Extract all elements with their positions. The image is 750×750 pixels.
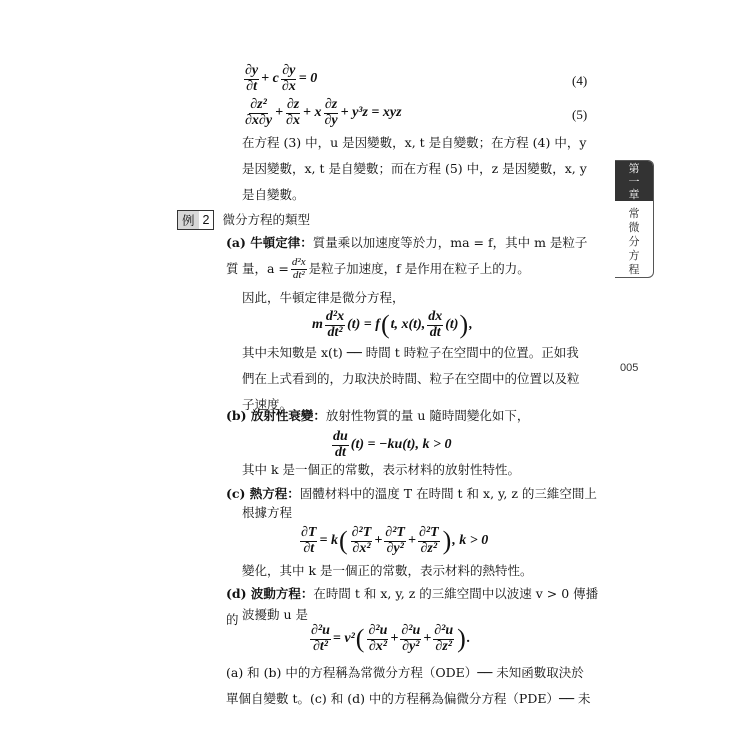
chapter-side-tab [615, 160, 654, 278]
fraction [427, 310, 443, 340]
numerator: d²x [291, 255, 306, 268]
equation-number-5: (5) [572, 107, 588, 122]
fraction [244, 98, 273, 128]
text-line: 是自變數。 [242, 187, 305, 202]
term: = k [319, 533, 338, 549]
text-line: 是因變數，x, t 是自變數；而在方程 (5) 中，z 是因變數，x, y [242, 161, 587, 176]
denominator: ∂y² [402, 638, 420, 654]
equation-4 [242, 64, 317, 94]
chapter-label [615, 161, 653, 201]
fraction [351, 526, 373, 556]
text-line: 波擾動 u 是 [242, 607, 308, 622]
text-line: 子速度。 [242, 397, 293, 412]
heat-equation: $\frac{\partial T}{\partial t}$ = k ( $\frac{\text{∂²T}}{\text{∂x²}}$ + $\frac{\text{∂²T}}{\text{∂y²}}$ + $\frac{\text{∂²T}}{\text{∂z²}}$ ) , k > 0 [301, 525, 489, 556]
term: t, x(t), [390, 317, 426, 333]
fraction [281, 64, 297, 94]
page-number: 005 [620, 362, 639, 374]
fraction [285, 98, 301, 128]
denominator: ∂x [281, 78, 296, 94]
title-char: 常 [628, 207, 640, 220]
fraction [418, 526, 440, 556]
example-heading [177, 210, 310, 230]
numerator: d²x [325, 309, 345, 324]
denominator: dt [334, 444, 346, 460]
denominator: ∂y [324, 112, 338, 128]
denominator: ∂y² [386, 540, 404, 556]
title-char: 程 [628, 263, 640, 276]
numerator: ∂z [324, 97, 338, 112]
fraction [244, 64, 259, 94]
text-line: 根據方程 [242, 505, 293, 520]
text-line: (a) 和 (b) 中的方程稱為常微分方程（ODE）── 未知函數取決於 [226, 665, 584, 680]
wave-equation: $\frac{\text{∂²u}}{\text{∂t²}}$ = v² ( $\frac{\text{∂²u}}{\text{∂x²}}$ + $\frac{\text{∂²u}}{\text{∂y²}}$ + $\frac{\text{∂²u}}{\text{∂z²}}$ ) . [311, 623, 471, 654]
text-line: 變化，其中 k 是一個正的常數，表示材料的熱特性。 [242, 563, 533, 578]
numerator: ∂z² [250, 97, 267, 112]
term: . [466, 631, 471, 647]
chapter-title [615, 201, 653, 277]
paragraph-variables [242, 130, 592, 208]
numerator: dx [428, 309, 443, 324]
text-line: 們在上式看到的，力取決於時間、粒子在空間中的位置以及粒 [242, 371, 580, 386]
denominator: ∂t [246, 78, 257, 94]
denominator: dt² [292, 268, 305, 281]
term: m [312, 317, 323, 333]
denominator: dt² [327, 324, 343, 340]
title-char: 分 [628, 235, 640, 248]
text-line: 在方程 (3) 中，u 是因變數，x, t 是自變數；在方程 (4) 中，y [242, 135, 587, 150]
fraction [332, 430, 349, 460]
numerator: ∂²u [311, 623, 330, 638]
denominator: dt [429, 324, 441, 340]
numerator: ∂²T [351, 525, 372, 540]
text-line: 其中未知數是 x(t) ── 時間 t 時粒子在空間中的位置。正如我 [242, 345, 579, 360]
example-title: 微分方程的類型 [222, 212, 310, 227]
part-b-head: (b) 放射性衰變： [226, 408, 326, 423]
text-line: 放射性物質的量 u 隨時間變化如下， [325, 408, 530, 423]
numerator: ∂T [301, 525, 317, 540]
chapter-char: 章 [628, 187, 640, 201]
example-badge-label: 例 [178, 211, 199, 229]
term: , [469, 317, 473, 333]
term: (t) [445, 317, 459, 333]
part-b-line1 [226, 403, 596, 429]
title-char: 微 [628, 221, 640, 234]
part-a-head: (a) 牛頓定律： [226, 235, 313, 250]
closing-paragraph [226, 660, 606, 712]
term: + x [302, 105, 322, 121]
fraction [310, 624, 331, 654]
numerator: ∂²u [401, 623, 421, 638]
fraction [323, 98, 338, 128]
chapter-char: 一 [628, 174, 640, 188]
term: (t) = f [347, 317, 380, 333]
numerator: ∂²T [418, 525, 439, 540]
newton-equation: m $\frac{\text{d²x}}{\text{dt²}}$ (t) = f ( t, x(t), $\frac{dx}{dt}$ (t) ) , [312, 309, 473, 340]
text-line: 質量乘以加速度等於力，ma = f，其中 m 是粒子質 [226, 235, 588, 276]
fraction [325, 310, 345, 340]
term: , k > 0 [452, 533, 489, 549]
denominator: ∂x [286, 112, 300, 128]
equation-5: $\frac{\text{∂z²}}{\partial x\partial y}$ + $\frac{\partial z}{\partial x}$ + x $\frac{\partial z}{\partial y}$ + y³z = xyz [245, 97, 402, 128]
fraction [384, 526, 406, 556]
fraction [367, 624, 388, 654]
denominator: ∂x∂y [245, 112, 273, 128]
text-line: 因此，牛頓定律是微分方程， [242, 290, 405, 305]
text-fragment: 量，a = [242, 261, 289, 276]
part-c-head: (c) 熱方程： [226, 486, 300, 501]
numerator: ∂²u [434, 623, 454, 638]
part-a-line2 [242, 256, 530, 282]
numerator: ∂²u [368, 623, 388, 638]
denominator: ∂t² [312, 638, 328, 654]
numerator: ∂y [282, 63, 296, 78]
fraction [433, 624, 454, 654]
example-badge [177, 210, 214, 230]
denominator: ∂x² [352, 540, 371, 556]
term: = v² [332, 631, 355, 647]
equation-number-4: (4) [572, 73, 588, 88]
fraction [300, 526, 317, 556]
text-line: 在時間 t 和 x, y, z 的三維空間中以波速 v > 0 傳播的 [226, 586, 599, 627]
example-badge-number: 2 [199, 211, 214, 229]
numerator: ∂y [245, 63, 259, 78]
term: = 0 [298, 71, 318, 87]
chapter-char: 第 [628, 161, 640, 175]
denominator: ∂t [303, 540, 315, 556]
part-d-head: (d) 波動方程： [226, 586, 314, 601]
title-char: 方 [628, 249, 640, 262]
denominator: ∂z² [435, 638, 452, 654]
decay-equation [330, 430, 451, 460]
text-line: 單個自變數 t。(c) 和 (d) 中的方程稱為偏微分方程（PDE）── 未 [226, 691, 591, 706]
text-fragment: 是粒子加速度，f 是作用在粒子上的力。 [308, 261, 530, 276]
numerator: du [333, 429, 348, 444]
text-line: 固體材料中的溫度 T 在時間 t 和 x, y, z 的三維空間上 [299, 486, 597, 501]
term: (t) = −ku(t), k > 0 [350, 437, 452, 453]
fraction [291, 257, 307, 281]
term: + y³z = xyz [340, 105, 402, 121]
numerator: ∂z [286, 97, 300, 112]
term: + c [261, 71, 279, 87]
fraction [400, 624, 421, 654]
denominator: ∂z² [420, 540, 438, 556]
denominator: ∂x² [368, 638, 387, 654]
text-line: 其中 k 是一個正的常數，表示材料的放射性特性。 [242, 462, 521, 477]
numerator: ∂²T [385, 525, 405, 540]
